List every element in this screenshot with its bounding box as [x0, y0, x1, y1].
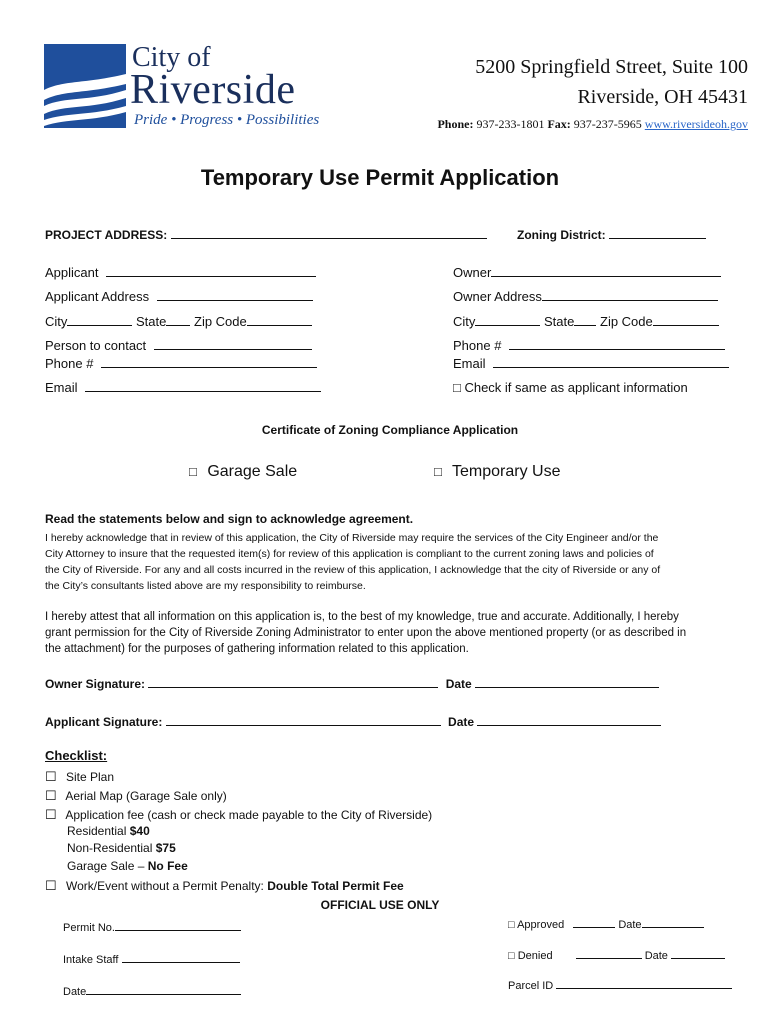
approved-field[interactable] [573, 927, 615, 928]
applicant-city-field[interactable] [67, 325, 132, 326]
fax-label: Fax: [547, 117, 571, 131]
parcel-id-field[interactable] [556, 988, 732, 989]
applicant-phone-label: Phone # [45, 356, 94, 371]
parcel-id-row [508, 980, 732, 992]
project-address-field[interactable] [171, 238, 487, 239]
applicant-city-label: City [45, 314, 68, 329]
garage-sale-fee-label: Garage Sale – [67, 859, 145, 873]
official-use-heading: OFFICIAL USE ONLY [320, 898, 440, 912]
residential-label: Residential [67, 824, 127, 838]
aerial-map-checkbox-icon: ☐ [45, 788, 57, 803]
applicant-phone-row [45, 356, 317, 371]
agreement-line: the attachment) for the purposes of gathering information related to this application. [45, 643, 469, 655]
approved-row [508, 919, 704, 931]
intake-staff-field[interactable] [122, 962, 240, 963]
owner-date-label: Date [445, 677, 472, 691]
owner-state-field[interactable] [574, 325, 596, 326]
owner-phone-field[interactable] [509, 349, 725, 350]
owner-zip-label: Zip Code [600, 314, 653, 329]
applicant-email-label: Email [45, 380, 78, 395]
garage-sale-checkbox-icon: □ [189, 464, 197, 479]
official-date-row [63, 986, 241, 998]
phone-number: 937-233-1801 [476, 117, 545, 131]
owner-signature-label: Owner Signature: [45, 677, 146, 691]
fax-number: 937-237-5965 [573, 117, 642, 131]
applicant-state-field[interactable] [166, 325, 190, 326]
denied-field[interactable] [576, 958, 642, 959]
owner-city-field[interactable] [475, 325, 540, 326]
contact-person-field[interactable] [154, 349, 312, 350]
garage-sale-fee: No Fee [147, 859, 188, 873]
denied-date-field[interactable] [671, 958, 725, 959]
parcel-id-label: Parcel ID [508, 980, 554, 992]
applicant-address-row [45, 289, 313, 304]
owner-state-label: State [544, 314, 575, 329]
official-date-label: Date [63, 986, 87, 998]
applicant-row [45, 265, 316, 280]
project-address-row [45, 228, 487, 242]
application-fee-checkbox-icon: ☐ [45, 807, 57, 822]
applicant-phone-field[interactable] [101, 367, 317, 368]
site-plan-label: Site Plan [66, 770, 115, 784]
applicant-label: Applicant [45, 265, 99, 280]
approved-date-field[interactable] [642, 927, 704, 928]
applicant-city-row [45, 314, 312, 329]
fee-garage-sale [67, 859, 188, 873]
header-city: Riverside, OH 45431 [577, 86, 748, 108]
same-as-applicant-checkbox[interactable]: □ Check if same as applicant information [453, 380, 688, 395]
page-title: Temporary Use Permit Application [200, 165, 560, 190]
temporary-use-label: Temporary Use [452, 463, 561, 480]
checklist-site-plan[interactable] [45, 769, 114, 785]
permit-no-label: Permit No. [63, 922, 115, 934]
applicant-signature-row [45, 715, 661, 729]
fee-residential [67, 824, 150, 838]
owner-phone-row [453, 338, 725, 353]
applicant-email-field[interactable] [85, 391, 321, 392]
non-residential-label: Non-Residential [67, 841, 153, 855]
website-link[interactable]: www.riversideoh.gov [644, 117, 748, 131]
penalty-label: Work/Event without a Permit Penalty: [66, 879, 264, 893]
contact-person-row [45, 338, 312, 353]
logo-tagline: Pride • Progress • Possibilities [134, 112, 320, 128]
applicant-field[interactable] [106, 276, 316, 277]
agreement-line: grant permission for the City of Riverside Zoning Administrator to enter upon the above mentioned property (or as described in [45, 627, 687, 639]
owner-label: Owner [453, 265, 492, 280]
temporary-use-option[interactable] [434, 463, 561, 481]
owner-email-label: Email [453, 356, 486, 371]
temporary-use-checkbox-icon: □ [434, 464, 442, 479]
intake-staff-row [63, 954, 240, 966]
official-date-field[interactable] [86, 994, 241, 995]
denied-checkbox[interactable]: □ Denied [508, 950, 553, 962]
agreement-line: I hereby acknowledge that in review of this application, the City of Riverside may require the services of the City Engineer and/or the [45, 532, 659, 544]
project-address-label: PROJECT ADDRESS: [45, 228, 168, 242]
checklist-aerial-map[interactable] [45, 788, 227, 804]
applicant-zip-label: Zip Code [194, 314, 247, 329]
agreement-paragraph-2 [45, 609, 735, 657]
agreement-line: City Attorney to insure that the requested item(s) for review of this application is compliant to the current zoning laws and policies of [45, 548, 654, 560]
phone-label: Phone: [437, 117, 474, 131]
permit-no-row [63, 922, 241, 934]
logo-wave-icon [44, 44, 126, 128]
checklist-heading: Checklist: [45, 748, 108, 763]
applicant-date-label: Date [448, 715, 475, 729]
header-contact-line [437, 117, 748, 132]
owner-signature-field[interactable] [148, 687, 438, 688]
certificate-heading: Certificate of Zoning Compliance Application [261, 423, 519, 437]
owner-address-field[interactable] [542, 300, 718, 301]
intake-staff-label: Intake Staff [63, 954, 119, 966]
penalty-value: Double Total Permit Fee [267, 879, 404, 893]
zoning-district-field[interactable] [609, 238, 706, 239]
penalty-checkbox-icon: ☐ [45, 878, 57, 893]
agreement-paragraph-1 [45, 530, 735, 594]
agreement-line: I hereby attest that all information on this application is, to the best of my knowledge, true and accurate. Additionally, I hereby [45, 611, 679, 623]
owner-city-label: City [453, 314, 476, 329]
agreement-line: the City of Riverside. For any and all costs incurred in the review of this application, I acknowledge that the city of Riverside or any of [45, 564, 661, 576]
approved-checkbox[interactable]: □ Approved [508, 919, 565, 931]
city-logo [44, 44, 354, 132]
owner-zip-field[interactable] [653, 325, 719, 326]
contact-person-label: Person to contact [45, 338, 147, 353]
checklist-penalty[interactable] [45, 878, 404, 894]
zoning-district-row [517, 228, 706, 242]
owner-email-field[interactable] [493, 367, 729, 368]
denied-date-label: Date [644, 950, 668, 962]
applicant-date-field[interactable] [477, 725, 661, 726]
owner-signature-row [45, 677, 659, 691]
garage-sale-option[interactable] [189, 463, 297, 481]
owner-row [453, 265, 721, 280]
owner-date-field[interactable] [475, 687, 659, 688]
logo-riverside: Riverside [130, 67, 296, 113]
residential-fee: $40 [129, 824, 150, 838]
permit-no-field[interactable] [115, 930, 241, 931]
owner-address-row [453, 289, 718, 304]
checklist-application-fee[interactable] [45, 807, 432, 823]
non-residential-fee: $75 [155, 841, 176, 855]
applicant-address-label: Applicant Address [45, 289, 150, 304]
agreement-heading: Read the statements below and sign to acknowledge agreement. [45, 512, 414, 526]
application-fee-label: Application fee (cash or check made payable to the City of Riverside) [65, 808, 433, 822]
owner-field[interactable] [491, 276, 721, 277]
site-plan-checkbox-icon: ☐ [45, 769, 57, 784]
zoning-district-label: Zoning District: [517, 228, 606, 242]
applicant-address-field[interactable] [157, 300, 313, 301]
owner-phone-label: Phone # [453, 338, 502, 353]
applicant-state-label: State [136, 314, 167, 329]
applicant-signature-field[interactable] [166, 725, 441, 726]
agreement-line: the City’s consultants listed above are my responsibility to reimburse. [45, 580, 366, 592]
owner-city-row [453, 314, 719, 329]
applicant-email-row [45, 380, 321, 395]
applicant-signature-label: Applicant Signature: [45, 715, 163, 729]
aerial-map-label: Aerial Map (Garage Sale only) [65, 789, 227, 803]
fee-non-residential [67, 841, 176, 855]
approved-date-label: Date [618, 919, 642, 931]
denied-row [508, 950, 725, 962]
applicant-zip-field[interactable] [247, 325, 312, 326]
owner-email-row [453, 356, 729, 371]
owner-address-label: Owner Address [453, 289, 542, 304]
logo-city-of: City of [132, 42, 211, 73]
header-street: 5200 Springfield Street, Suite 100 [475, 56, 748, 78]
garage-sale-label: Garage Sale [207, 463, 298, 480]
